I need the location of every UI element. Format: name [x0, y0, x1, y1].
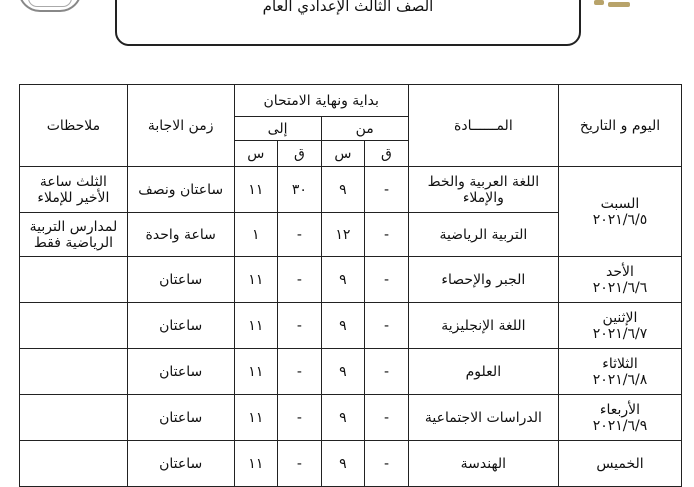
- subject-cell: العلوم: [408, 349, 558, 395]
- table-row: [20, 395, 682, 441]
- notes-cell: [20, 349, 128, 395]
- header-from: من: [321, 117, 408, 141]
- header-to-hour: س: [234, 141, 278, 167]
- from-minute-cell: -: [365, 441, 409, 487]
- day-name: الأحد: [606, 263, 634, 280]
- to-minute-cell: ٣٠: [278, 167, 322, 213]
- to-minute-cell: -: [278, 213, 322, 257]
- table-row: [20, 441, 682, 487]
- table-row: [20, 167, 682, 213]
- subject-cell: الجبر والإحصاء: [408, 257, 558, 303]
- table-row: [20, 303, 682, 349]
- to-hour-cell: ١١: [234, 395, 278, 441]
- from-minute-cell: -: [365, 257, 409, 303]
- day-name: الإثنين: [602, 309, 638, 326]
- day-date-cell: [558, 349, 681, 395]
- notes-cell: [20, 441, 128, 487]
- table-row: [20, 257, 682, 303]
- exam-schedule-table: [19, 84, 682, 487]
- subject-cell: اللغة العربية والخط والإملاء: [408, 167, 558, 213]
- to-hour-cell: ١١: [234, 441, 278, 487]
- to-hour-cell: ١١: [234, 303, 278, 349]
- day-date-cell: [558, 257, 681, 303]
- duration-cell: ساعتان: [127, 349, 234, 395]
- from-hour-cell: ٩: [321, 395, 365, 441]
- to-minute-cell: -: [278, 303, 322, 349]
- exam-date: ٢٠٢١/٦/٦: [592, 279, 648, 296]
- header-box: [115, 0, 581, 46]
- to-hour-cell: ١: [234, 213, 278, 257]
- from-minute-cell: -: [365, 395, 409, 441]
- exam-date: ٢٠٢١/٦/٧: [592, 325, 648, 342]
- duration-cell: ساعتان: [127, 395, 234, 441]
- day-name: الثلاثاء: [602, 355, 638, 372]
- from-hour-cell: ٩: [321, 257, 365, 303]
- exam-date: ٢٠٢١/٦/٥: [592, 211, 648, 228]
- to-hour-cell: ١١: [234, 167, 278, 213]
- to-hour-cell: ١١: [234, 257, 278, 303]
- header-notes: ملاحظات: [20, 85, 128, 167]
- day-date-cell: [558, 303, 681, 349]
- exam-date: ٢٠٢١/٦/٩: [592, 417, 648, 434]
- header-duration: زمن الاجابة: [127, 85, 234, 167]
- emblem-logo-right: [588, 0, 636, 12]
- to-minute-cell: -: [278, 441, 322, 487]
- header-subject: المــــــادة: [408, 85, 558, 167]
- header-from-minute: ق: [365, 141, 409, 167]
- notes-cell: الثلث ساعة الأخير للإملاء: [20, 167, 128, 213]
- day-name: السبت: [600, 195, 640, 212]
- from-minute-cell: -: [365, 349, 409, 395]
- from-hour-cell: ٩: [321, 441, 365, 487]
- duration-cell: ساعتان: [127, 441, 234, 487]
- day-name: الأربعاء: [599, 401, 641, 418]
- to-minute-cell: -: [278, 395, 322, 441]
- from-hour-cell: ٩: [321, 349, 365, 395]
- subject-cell: اللغة الإنجليزية: [408, 303, 558, 349]
- page-title: الصف الثالث الإعدادي العام: [262, 0, 434, 15]
- header-to: إلى: [234, 117, 321, 141]
- notes-cell: [20, 303, 128, 349]
- from-minute-cell: -: [365, 213, 409, 257]
- notes-cell: [20, 257, 128, 303]
- to-hour-cell: ١١: [234, 349, 278, 395]
- header-day-date: اليوم و التاريخ: [558, 85, 681, 167]
- subject-cell: التربية الرياضية: [408, 213, 558, 257]
- header-from-hour: س: [321, 141, 365, 167]
- notes-cell: لمدارس التربية الرياضية فقط: [20, 213, 128, 257]
- from-minute-cell: -: [365, 167, 409, 213]
- notes-cell: [20, 395, 128, 441]
- day-date-cell: [558, 395, 681, 441]
- from-hour-cell: ١٢: [321, 213, 365, 257]
- duration-cell: ساعتان: [127, 303, 234, 349]
- header-exam-time: بداية ونهاية الامتحان: [234, 85, 408, 117]
- duration-cell: ساعة واحدة: [127, 213, 234, 257]
- exam-date: ٢٠٢١/٦/٨: [592, 371, 648, 388]
- duration-cell: ساعتان: [127, 257, 234, 303]
- duration-cell: ساعتان ونصف: [127, 167, 234, 213]
- subject-cell: الدراسات الاجتماعية: [408, 395, 558, 441]
- from-hour-cell: ٩: [321, 167, 365, 213]
- table-row: [20, 349, 682, 395]
- from-minute-cell: -: [365, 303, 409, 349]
- day-date-cell: [558, 441, 681, 487]
- emblem-logo-left: [18, 0, 82, 12]
- day-name: الخميس: [596, 455, 644, 472]
- subject-cell: الهندسة: [408, 441, 558, 487]
- to-minute-cell: -: [278, 349, 322, 395]
- to-minute-cell: -: [278, 257, 322, 303]
- day-date-cell: [558, 167, 681, 257]
- from-hour-cell: ٩: [321, 303, 365, 349]
- header-to-minute: ق: [278, 141, 322, 167]
